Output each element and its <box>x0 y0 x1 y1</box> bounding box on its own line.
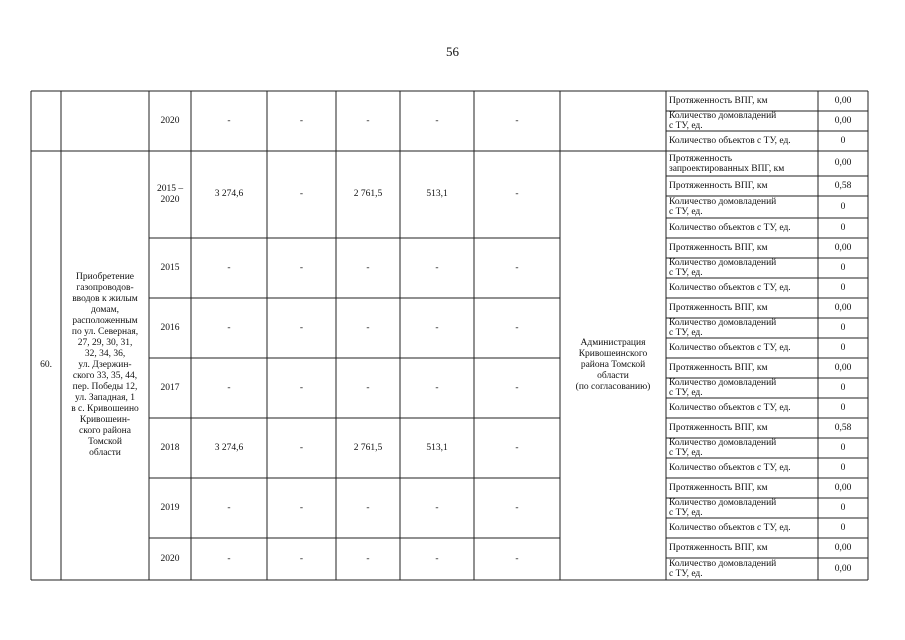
indicator-value: 0 <box>840 402 846 413</box>
value-cell: 2 761,5 <box>353 189 383 199</box>
value-cell: - <box>515 442 519 453</box>
value-cell: - <box>366 115 370 126</box>
value-cell: - <box>299 262 304 273</box>
indicator-value: 0,00 <box>834 563 852 574</box>
year-cell: 2016 <box>160 322 180 333</box>
indicator-label: Количество домовладений с ТУ, ед. <box>669 559 777 579</box>
value-cell: 3 274,6 <box>214 189 244 199</box>
indicator-label: Количество объектов с ТУ, ед. <box>669 136 791 146</box>
year-cell: 2017 <box>160 382 180 393</box>
value-cell: - <box>435 115 439 126</box>
value-cell: - <box>515 189 519 199</box>
indicator-label: Протяженность ВПГ, км <box>669 243 768 253</box>
value-cell: - <box>515 553 519 564</box>
indicator-value: 0 <box>840 502 846 513</box>
year-cell: 2020 <box>160 115 180 126</box>
indicator-value: 0 <box>840 262 846 273</box>
value-cell: - <box>299 553 304 564</box>
indicator-label: Протяженность ВПГ, км <box>669 181 768 191</box>
indicator-value: 0 <box>840 135 846 146</box>
indicator-label: Количество домовладений с ТУ, ед. <box>669 111 777 131</box>
indicator-value: 0 <box>840 322 846 333</box>
year-cell: 2015 <box>160 262 180 273</box>
indicator-value: 0,58 <box>834 180 852 191</box>
value-cell: - <box>299 322 304 333</box>
value-cell: - <box>515 322 519 333</box>
indicator-label: Количество объектов с ТУ, ед. <box>669 343 791 353</box>
indicator-value: 0,00 <box>834 362 852 373</box>
value-cell: - <box>227 502 231 513</box>
value-cell: 513,1 <box>426 442 448 453</box>
value-cell: - <box>435 382 439 393</box>
indicator-value: 0,00 <box>834 95 852 106</box>
value-cell: - <box>227 382 231 393</box>
indicator-value: 0,00 <box>834 158 852 168</box>
value-cell: - <box>227 115 231 126</box>
value-cell: - <box>515 502 519 513</box>
value-cell: - <box>515 382 519 393</box>
value-cell: - <box>299 115 304 126</box>
indicator-label: Количество домовладений с ТУ, ед. <box>669 197 777 217</box>
value-cell: - <box>366 502 370 513</box>
value-cell: 3 274,6 <box>214 442 244 453</box>
indicator-label: Количество объектов с ТУ, ед. <box>669 523 791 533</box>
value-cell: - <box>366 382 370 393</box>
indicator-value: 0 <box>840 442 846 453</box>
year-cell: 2015 – 2020 <box>156 183 184 205</box>
indicator-label: Количество домовладений с ТУ, ед. <box>669 258 777 278</box>
indicator-value: 0 <box>840 222 846 233</box>
indicator-label: Количество объектов с ТУ, ед. <box>669 223 791 233</box>
value-cell: - <box>227 262 231 273</box>
indicator-value: 0 <box>840 282 846 293</box>
indicator-label: Количество объектов с ТУ, ед. <box>669 463 791 473</box>
indicator-label: Количество домовладений с ТУ, ед. <box>669 318 777 338</box>
indicator-label: Протяженность ВПГ, км <box>669 303 768 313</box>
value-cell: - <box>366 322 370 333</box>
year-cell: 2020 <box>160 553 180 564</box>
year-cell: 2019 <box>160 502 180 513</box>
value-cell: - <box>227 322 231 333</box>
indicator-value: 0,00 <box>834 115 852 126</box>
value-cell: 2 761,5 <box>353 442 383 453</box>
value-cell: - <box>366 553 370 564</box>
indicator-value: 0 <box>840 342 846 353</box>
value-cell: - <box>299 189 304 199</box>
indicator-value: 0,00 <box>834 542 852 553</box>
indicator-label: Протяженность ВПГ, км <box>669 96 768 106</box>
value-cell: - <box>299 502 304 513</box>
indicator-label: Протяженность ВПГ, км <box>669 483 768 493</box>
indicator-label: Протяженность ВПГ, км <box>669 363 768 373</box>
value-cell: - <box>435 262 439 273</box>
indicator-value: 0,00 <box>834 482 852 493</box>
indicator-label: Количество домовладений с ТУ, ед. <box>669 378 777 398</box>
page-number: 56 <box>446 44 459 59</box>
indicator-value: 0,00 <box>834 302 852 313</box>
value-cell: - <box>299 442 304 453</box>
value-cell: - <box>435 322 439 333</box>
indicator-label: Протяженность ВПГ, км <box>669 423 768 433</box>
indicator-value: 0 <box>840 522 846 533</box>
indicator-value: 0 <box>840 382 846 393</box>
value-cell: 513,1 <box>426 189 448 199</box>
value-cell: - <box>366 262 370 273</box>
value-cell: - <box>435 553 439 564</box>
indicator-value: 0,58 <box>834 422 852 433</box>
indicator-label: Количество домовладений с ТУ, ед. <box>669 498 777 518</box>
indicator-label: Количество объектов с ТУ, ед. <box>669 403 791 413</box>
indicator-value: 0 <box>840 201 846 212</box>
value-cell: - <box>227 553 231 564</box>
value-cell: - <box>435 502 439 513</box>
item-description: Приобретение газопроводов- вводов к жилым домам, расположенным по ул. Северная, 27, 29, 30, 31, 32, 34, 36, ул. Дзержин- ского 33, 35, 44, пер. Победы 12, ул. Западная, 1 в с. Кривошеино Кривошеин- ского района Томской области <box>71 272 139 458</box>
year-cell: 2018 <box>160 442 180 453</box>
indicator-label: Протяженность запроектированных ВПГ, км <box>669 153 785 174</box>
executor-cell: Администрация Кривошеинского района Томской области (по согласованию) <box>575 338 651 392</box>
value-cell: - <box>515 115 519 126</box>
value-cell: - <box>515 262 519 273</box>
indicator-label: Протяженность ВПГ, км <box>669 543 768 553</box>
indicator-value: 0,00 <box>834 242 852 253</box>
item-number: 60. <box>40 360 52 370</box>
indicator-value: 0 <box>840 462 846 473</box>
indicator-label: Количество объектов с ТУ, ед. <box>669 283 791 293</box>
value-cell: - <box>299 382 304 393</box>
indicator-label: Количество домовладений с ТУ, ед. <box>669 438 777 458</box>
